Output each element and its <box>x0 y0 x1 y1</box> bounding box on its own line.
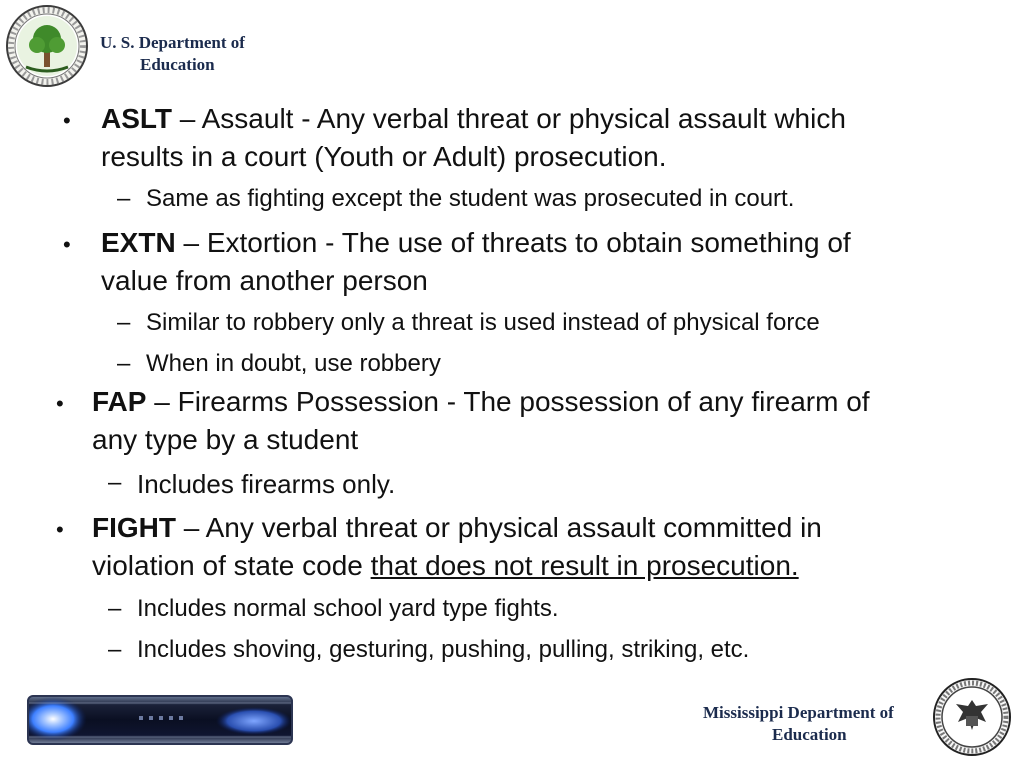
dash-aslt-sub1: – <box>117 185 131 212</box>
aslt-sub1: Same as fighting except the student was prosecuted in court. <box>146 185 795 212</box>
ms-ed-name-line1: Mississippi Department of <box>703 703 894 722</box>
dash-fap-sub1: – <box>108 469 122 496</box>
aslt-line2: results in a court (Youth or Adult) prosecution. <box>101 141 667 172</box>
extn-code: EXTN <box>101 227 176 258</box>
fight-definition-start: – Any verbal threat or physical assault committed in <box>176 512 822 543</box>
fap-definition-start: – Firearms Possession - The possession of any firearm of <box>146 386 870 417</box>
us-ed-name-line2: Education <box>140 55 215 74</box>
dash-extn-sub1: – <box>117 309 131 336</box>
fight-line2-underlined: that does not result in prosecution. <box>370 550 799 581</box>
dash-fight-sub1: – <box>108 595 122 622</box>
extn-line1 <box>101 229 851 257</box>
police-light-bar-image <box>27 695 293 745</box>
extn-definition-start: – Extortion - The use of threats to obtain something of <box>175 227 851 258</box>
aslt-code: ASLT <box>101 103 173 134</box>
fight-line2-plain: violation of state code <box>92 550 371 581</box>
extn-sub1: Similar to robbery only a threat is used instead of physical force <box>146 309 820 336</box>
fight-line1 <box>92 514 822 542</box>
extn-line2: value from another person <box>101 265 428 296</box>
fight-line2 <box>92 552 799 580</box>
dash-extn-sub2: – <box>117 350 131 377</box>
us-ed-name-line1: U. S. Department of <box>100 33 245 52</box>
fight-sub1: Includes normal school yard type fights. <box>137 595 559 622</box>
ms-ed-name-line2: Education <box>772 725 847 744</box>
aslt-definition-start: – Assault - Any verbal threat or physical assault which <box>172 103 846 134</box>
fap-line1 <box>92 388 870 416</box>
bullet-fight: • <box>56 517 64 542</box>
aslt-line1 <box>101 105 846 133</box>
bullet-fap: • <box>56 391 64 416</box>
us-ed-seal <box>6 5 88 87</box>
extn-sub2: When in doubt, use robbery <box>146 350 441 377</box>
bullet-extn: • <box>63 232 71 257</box>
ms-ed-seal <box>933 678 1011 756</box>
fap-line2: any type by a student <box>92 424 359 455</box>
dash-fight-sub2: – <box>108 636 122 663</box>
fap-sub1: Includes firearms only. <box>137 469 396 499</box>
fap-code: FAP <box>92 386 147 417</box>
bullet-aslt: • <box>63 108 71 133</box>
fight-sub2: Includes shoving, gesturing, pushing, pulling, striking, etc. <box>137 636 750 663</box>
fight-code: FIGHT <box>92 512 176 543</box>
